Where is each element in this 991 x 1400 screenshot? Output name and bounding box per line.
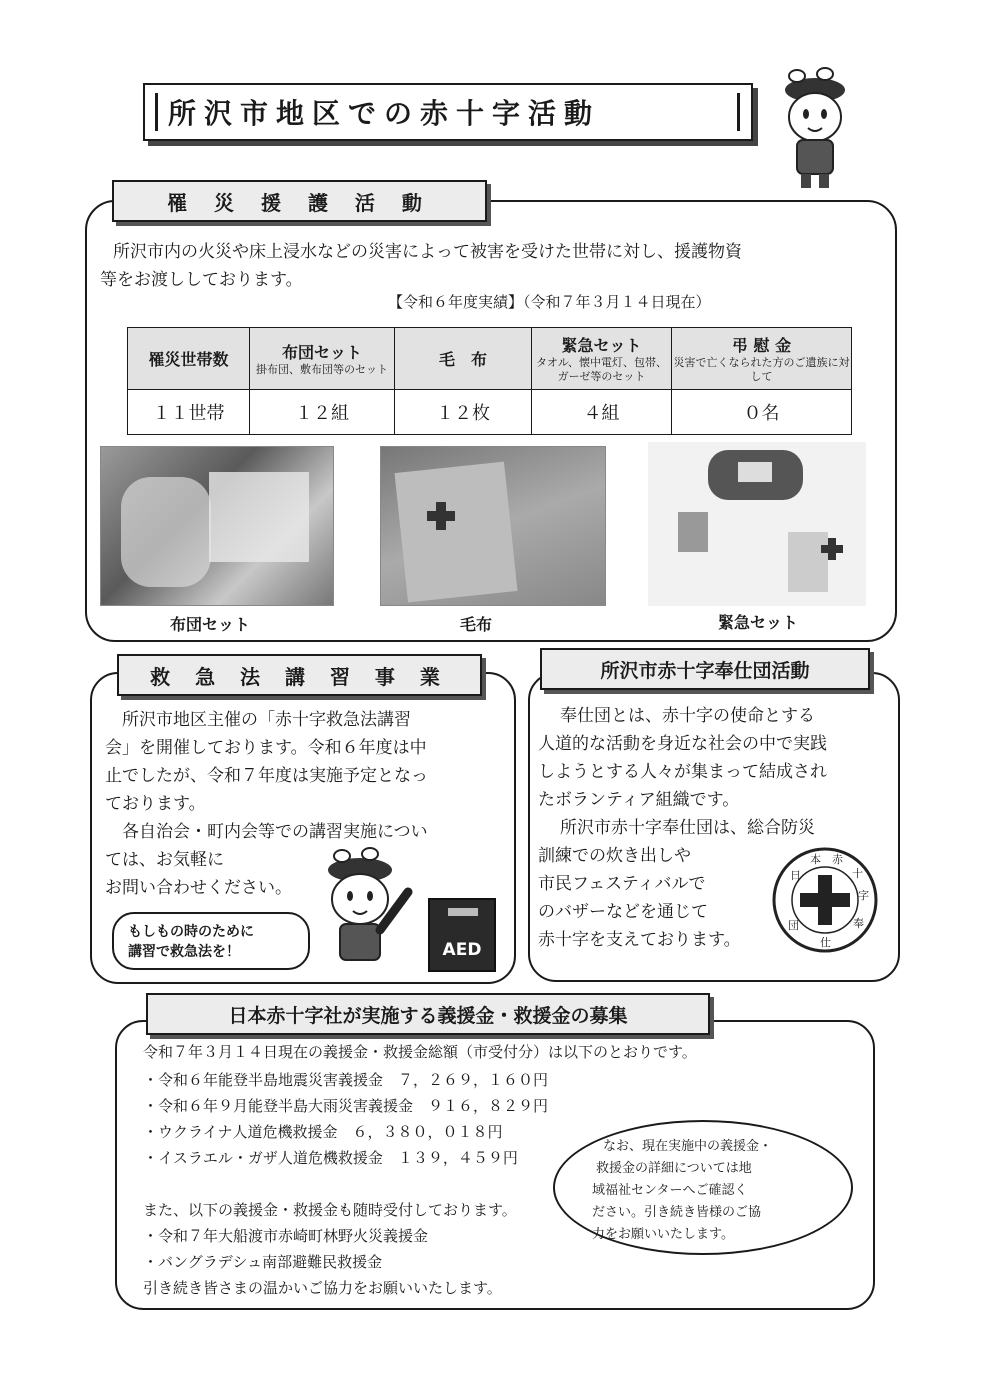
first-aid-speech-bubble <box>112 912 310 970</box>
first-aid-line: お問い合わせください。 <box>105 878 292 898</box>
table-row <box>128 390 852 435</box>
donations-heading: 日本赤十字社が実施する義援金・救援金の募集 <box>146 993 710 1035</box>
relief-body-line-2: 等をお渡ししております。 <box>100 270 303 290</box>
first-aid-heading: 救 急 法 講 習 事 業 <box>117 654 482 696</box>
svg-text:本: 本 <box>810 853 821 866</box>
svg-text:字: 字 <box>858 889 869 902</box>
futon-set-caption: 布団セット <box>170 615 251 634</box>
volunteer-heading: 所沢市赤十字奉仕団活動 <box>540 648 870 690</box>
relief-heading: 罹 災 援 護 活 動 <box>112 180 487 222</box>
donation-item: ・令和６年９月能登半島大雨災害義援金 ９１６，８２９円 <box>143 1097 549 1115</box>
relief-record-label: 【令和６年度実績】（令和７年３月１４日現在） <box>388 293 711 311</box>
volunteer-line: 人道的な活動を身近な社会の中で実践 <box>538 734 827 754</box>
table-cell: １１世帯 <box>128 390 250 435</box>
first-aid-line: 止でしたが、令和７年度は実施予定となっ <box>105 766 428 786</box>
svg-text:奉: 奉 <box>853 917 864 930</box>
futon-set-photo <box>100 446 334 606</box>
donations-intro: 令和７年３月１４日現在の義援金・救援金総額（市受付分）は以下のとおりです。 <box>143 1043 697 1061</box>
table-cell: １２枚 <box>395 390 532 435</box>
volunteer-line: しようとする人々が集まって結成され <box>538 762 827 782</box>
volunteer-line: たボランティア組織です。 <box>538 790 740 810</box>
emergency-set-photo <box>648 442 866 606</box>
first-aid-line: ては、お気軽に <box>105 850 224 870</box>
donations-closing: 引き続き皆さまの温かいご協力をお願いいたします。 <box>143 1279 502 1297</box>
bubble-line-1: もしもの時のために <box>128 924 254 940</box>
first-aid-line: 所沢市地区主催の「赤十字救急法講習 <box>122 710 411 730</box>
first-aid-line: 会」を開催しております。令和６年度は中 <box>105 738 427 758</box>
volunteer-line: 訓練での炊き出しや <box>538 846 691 866</box>
svg-text:仕: 仕 <box>820 936 831 949</box>
first-aid-line: 各自治会・町内会等での講習実施につい <box>122 822 428 842</box>
volunteer-line: 奉仕団とは、赤十字の使命とする <box>560 706 815 726</box>
table-header-cell: 布団セット 掛布団、敷布団等のセット <box>250 328 395 390</box>
svg-text:赤: 赤 <box>832 853 843 866</box>
donation-also-item: ・バングラデシュ南部避難民救援金 <box>143 1253 383 1271</box>
table-cell: ０名 <box>672 390 852 435</box>
note-line: ださい。引き続き皆様のご協 <box>592 1205 762 1220</box>
relief-body-line-1: 所沢市内の火災や床上浸水などの災害によって被害を受けた世帯に対し、援護物資 <box>113 242 742 262</box>
volunteer-seal-emblem <box>770 845 880 955</box>
blanket-photo <box>380 446 606 606</box>
svg-text:日: 日 <box>790 869 801 882</box>
svg-text:十: 十 <box>852 867 863 880</box>
donation-item: ・ウクライナ人道危機救援金 ６，３８０，０１８円 <box>143 1123 503 1141</box>
volunteer-line: 市民フェスティバルで <box>538 874 706 894</box>
volunteer-line: のバザーなどを通じて <box>538 902 708 922</box>
donation-also-item: ・令和７年大船渡市赤崎町林野火災義援金 <box>143 1227 429 1245</box>
page-title: 所沢市地区での赤十字活動 <box>155 93 740 131</box>
mascot-pointing-illustration <box>312 842 422 972</box>
note-line: 域福祉センターへご確認く <box>592 1183 748 1198</box>
note-line: なお、現在実施中の義援金・ <box>603 1139 773 1154</box>
donation-item: ・令和６年能登半島地震災害義援金 ７，２６９，１６０円 <box>143 1071 549 1089</box>
first-aid-line: ております。 <box>105 794 206 814</box>
table-header-cell: 緊急セット タオル、懐中電灯、包帯、ガーゼ等のセット <box>532 328 672 390</box>
aed-label: AED <box>442 940 482 960</box>
table-cell: １２組 <box>250 390 395 435</box>
table-header-cell: 罹災世帯数 <box>128 328 250 390</box>
emergency-set-caption: 緊急セット <box>718 613 799 632</box>
bubble-line-2: 講習で救急法を！ <box>128 944 240 960</box>
note-line: 救援金の詳細については地 <box>596 1161 752 1176</box>
volunteer-line: 所沢市赤十字奉仕団は、総合防災 <box>560 818 815 838</box>
aed-box <box>428 898 496 972</box>
mascot-illustration <box>775 62 855 192</box>
svg-text:団: 団 <box>788 919 799 932</box>
main-title-frame <box>143 83 753 141</box>
note-line: 力をお願いいたします。 <box>592 1227 734 1242</box>
table-header-cell: 弔 慰 金 災害で亡くなられた方のご遺族に対して <box>672 328 852 390</box>
donation-item: ・イスラエル・ガザ人道危機救援金 １３９，４５９円 <box>143 1149 518 1167</box>
donations-also: また、以下の義援金・救援金も随時受付しております。 <box>143 1201 517 1219</box>
table-header-row <box>128 328 852 390</box>
volunteer-line: 赤十字を支えております。 <box>538 930 741 950</box>
table-header-cell: 毛 布 <box>395 328 532 390</box>
relief-table <box>127 327 852 435</box>
table-cell: ４組 <box>532 390 672 435</box>
blanket-caption: 毛布 <box>460 615 493 634</box>
